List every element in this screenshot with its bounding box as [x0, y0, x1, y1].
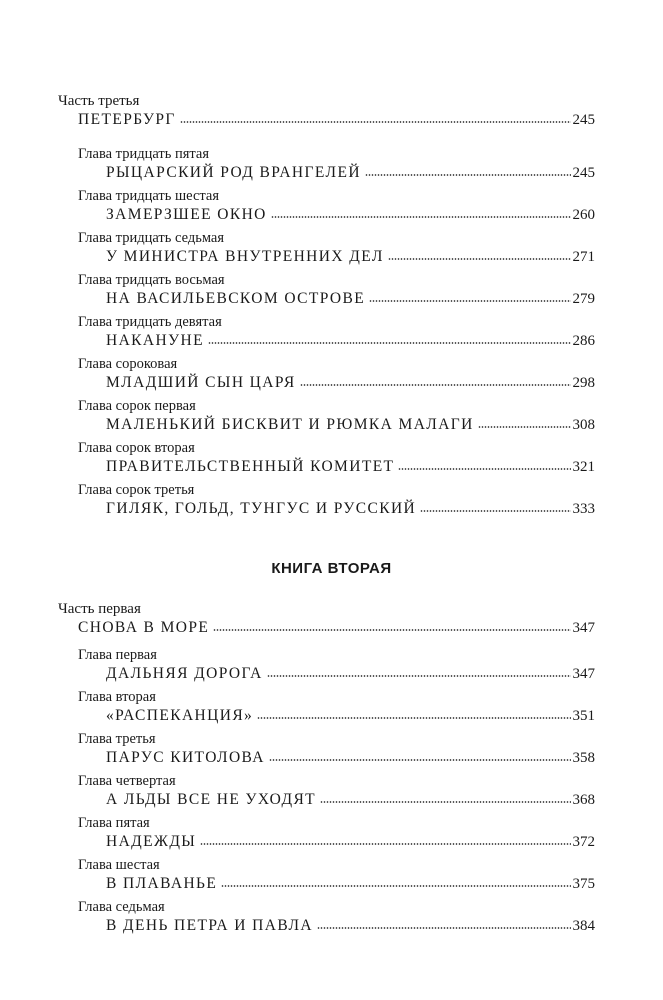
page-number: 375 [572, 876, 595, 892]
chapter-label: Глава тридцать девятая [78, 314, 222, 330]
dot-leader [398, 467, 570, 471]
toc-entry[interactable] [106, 706, 595, 726]
page-number: 368 [572, 792, 595, 808]
chapter-label: Глава четвертая [78, 773, 176, 789]
toc-entry[interactable] [106, 790, 595, 810]
dot-leader [300, 383, 571, 387]
chapter-label: Глава шестая [78, 857, 160, 873]
chapter-label: Глава третья [78, 731, 156, 747]
page-number: 308 [572, 417, 595, 433]
page-number: 372 [572, 834, 595, 850]
dot-leader [369, 299, 570, 303]
entry-title: ДАЛЬНЯЯ ДОРОГА [106, 665, 263, 682]
entry-title: НАКАНУНЕ [106, 332, 204, 349]
page-number: 279 [572, 291, 595, 307]
chapter-label: Глава сорок третья [78, 482, 195, 498]
page-number: 245 [572, 165, 595, 181]
dot-leader [257, 716, 570, 720]
chapter-label: Глава тридцать восьмая [78, 272, 225, 288]
toc-entry[interactable] [106, 457, 595, 477]
chapter-label: Глава вторая [78, 689, 156, 705]
toc-entry[interactable] [78, 618, 595, 638]
page-number: 286 [572, 333, 595, 349]
toc-entry[interactable] [106, 415, 595, 435]
dot-leader [208, 341, 571, 345]
page-number: 271 [572, 249, 595, 265]
dot-leader [271, 215, 571, 219]
entry-title: РЫЦАРСКИЙ РОД ВРАНГЕЛЕЙ [106, 164, 361, 181]
entry-title: «РАСПЕКАНЦИЯ» [106, 707, 254, 724]
page-number: 321 [572, 459, 595, 475]
dot-leader [221, 884, 570, 888]
dot-leader [420, 509, 570, 513]
book-title: КНИГА ВТОРАЯ [271, 560, 392, 577]
entry-title: ПАРУС КИТОЛОВА [106, 749, 265, 766]
toc-entry[interactable] [106, 331, 595, 351]
dot-leader [200, 842, 570, 846]
chapter-label: Глава пятая [78, 815, 150, 831]
page-number: 347 [572, 620, 595, 636]
toc-entry[interactable] [106, 205, 595, 225]
entry-title: НА ВАСИЛЬЕВСКОМ ОСТРОВЕ [106, 290, 366, 307]
chapter-label: Глава сорок первая [78, 398, 196, 414]
dot-leader [267, 674, 571, 678]
page-number: 260 [572, 207, 595, 223]
chapter-label: Глава первая [78, 647, 157, 663]
toc-entry[interactable] [78, 110, 595, 130]
dot-leader [180, 120, 571, 124]
chapter-label: Глава тридцать седьмая [78, 230, 225, 246]
part-label: Часть первая [58, 601, 141, 617]
entry-title: ПЕТЕРБУРГ [78, 111, 176, 128]
dot-leader [269, 758, 571, 762]
toc-entry[interactable] [106, 874, 595, 894]
entry-title: МАЛЕНЬКИЙ БИСКВИТ И РЮМКА МАЛАГИ [106, 416, 474, 433]
page-number: 358 [572, 750, 595, 766]
toc-entry[interactable] [106, 247, 595, 267]
toc-entry[interactable] [106, 664, 595, 684]
page-number: 384 [572, 918, 595, 934]
toc-entry[interactable] [106, 499, 595, 519]
toc-entry[interactable] [106, 916, 595, 936]
entry-title: А ЛЬДЫ ВСЕ НЕ УХОДЯТ [106, 791, 317, 808]
entry-title: ГИЛЯК, ГОЛЬД, ТУНГУС И РУССКИЙ [106, 500, 417, 517]
dot-leader [317, 926, 571, 930]
chapter-label: Глава сорок вторая [78, 440, 195, 456]
page-number: 347 [572, 666, 595, 682]
chapter-label: Глава сороковая [78, 356, 178, 372]
chapter-label: Глава тридцать пятая [78, 146, 210, 162]
dot-leader [213, 628, 570, 632]
entry-title: МЛАДШИЙ СЫН ЦАРЯ [106, 374, 296, 391]
toc-entry[interactable] [106, 748, 595, 768]
toc-entry[interactable] [106, 832, 595, 852]
entry-title: СНОВА В МОРЕ [78, 619, 210, 636]
page-number: 245 [572, 112, 595, 128]
dot-leader [320, 800, 570, 804]
chapter-label: Глава седьмая [78, 899, 165, 915]
page-number: 298 [572, 375, 595, 391]
chapter-label: Глава тридцать шестая [78, 188, 219, 204]
toc-entry[interactable] [106, 163, 595, 183]
entry-title: ПРАВИТЕЛЬСТВЕННЫЙ КОМИТЕТ [106, 458, 395, 475]
dot-leader [478, 425, 571, 429]
page-number: 351 [572, 708, 595, 724]
toc-entry[interactable] [106, 289, 595, 309]
dot-leader [388, 257, 571, 261]
part-label: Часть третья [58, 93, 140, 109]
entry-title: В ДЕНЬ ПЕТРА И ПАВЛА [106, 917, 313, 934]
entry-title: В ПЛАВАНЬЕ [106, 875, 218, 892]
entry-title: НАДЕЖДЫ [106, 833, 197, 850]
page-number: 333 [572, 501, 595, 517]
entry-title: ЗАМЕРЗШЕЕ ОКНО [106, 206, 267, 223]
toc-entry[interactable] [106, 373, 595, 393]
entry-title: У МИНИСТРА ВНУТРЕННИХ ДЕЛ [106, 248, 384, 265]
dot-leader [365, 173, 571, 177]
